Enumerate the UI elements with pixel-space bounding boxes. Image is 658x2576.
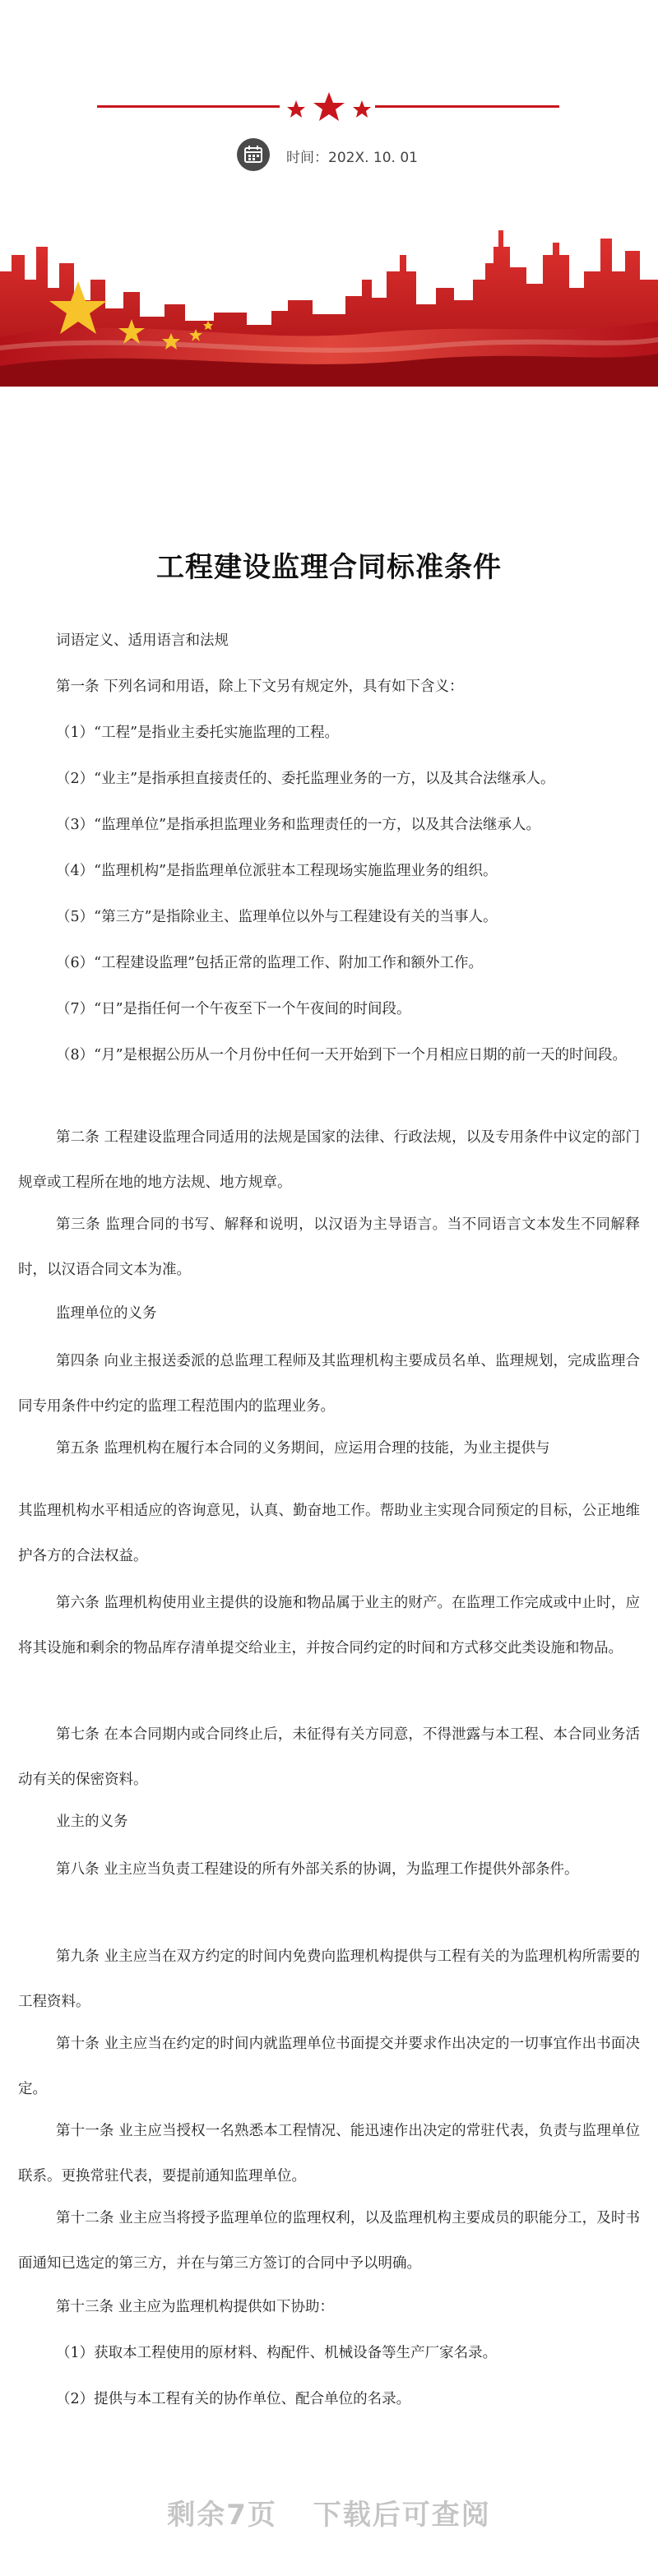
date-text: 时间：202X. 10. 01 [286, 150, 418, 166]
list-item: （1）获取本工程使用的原材料、构配件、机械设备等生产厂家名录。 [56, 2345, 498, 2361]
article-paragraph: 第五条 监理机构在履行本合同的义务期间，应运用合理的技能，为业主提供与 [56, 1440, 550, 1457]
definition-item: （6）“工程建设监理”包括正常的监理工作、附加工作和额外工作。 [56, 955, 484, 971]
section-heading: 词语定义、适用语言和法规 [56, 632, 229, 649]
article-paragraph: 第十三条 业主应为监理机构提供如下协助： [56, 2299, 335, 2315]
article-paragraph: 第九条 业主应当在双方约定的时间内免费向监理机构提供与工程有关的为监理机构所需要的工程资料。 [18, 1948, 640, 2010]
calendar-icon [237, 138, 270, 171]
article-paragraph: 第二条 工程建设监理合同适用的法规是国家的法律、行政法规，以及专用条件中议定的部门规章或工程所在地的地方法规、地方规章。 [18, 1129, 640, 1191]
divider-right [375, 105, 559, 108]
article-paragraph: 第十条 业主应当在约定的时间内就监理单位书面提交并要求作出决定的一切事宜作出书面决定。 [18, 2036, 640, 2097]
section-heading: 监理单位的义务 [56, 1305, 157, 1322]
divider-left [97, 105, 280, 108]
document-title: 工程建设监理合同标准条件 [156, 551, 502, 584]
definition-item: （1）“工程”是指业主委托实施监理的工程。 [56, 725, 340, 741]
star-icon [281, 82, 377, 132]
article-paragraph: 第七条 在本合同期内或合同终止后，未征得有关方同意，不得泄露与本工程、本合同业务活动有关的保密资料。 [18, 1726, 640, 1788]
article-paragraph: 第十二条 业主应当将授予监理单位的监理权利，以及监理机构主要成员的职能分工，及时书面通知已选定的第三方，并在与第三方签订的合同中予以明确。 [18, 2210, 640, 2272]
definition-item: （2）“业主”是指承担直接责任的、委托监理业务的一方，以及其合法继承人。 [56, 771, 555, 787]
definition-item: （7）“日”是指任何一个午夜至下一个午夜间的时间段。 [56, 1001, 411, 1017]
definition-item: （3）“监理单位”是指承担监理业务和监理责任的一方，以及其合法继承人。 [56, 817, 541, 833]
list-item: （2）提供与本工程有关的协作单位、配合单位的名录。 [56, 2391, 411, 2407]
section-heading: 业主的义务 [56, 1814, 128, 1830]
article-paragraph: 第六条 监理机构使用业主提供的设施和物品属于业主的财产。在监理工作完成或中止时，应将其设施和剩余的物品库存清单提交给业主，并按合同约定的时间和方式移交此类设施和物品。 [18, 1595, 640, 1656]
article-paragraph: 第三条 监理合同的书写、解释和说明，以汉语为主导语言。当不同语言文本发生不同解释时，以汉语合同文本为准。 [18, 1216, 640, 1278]
date-row [0, 138, 658, 174]
article-paragraph: 第四条 向业主报送委派的总监理工程师及其监理机构主要成员名单、监理规划，完成监理合同专用条件中约定的监理工程范围内的监理业务。 [18, 1353, 640, 1415]
header-banner [0, 0, 658, 387]
remaining-pages-text[interactable]: 剩余7页 下载后可查阅 [167, 2499, 491, 2532]
article-paragraph: 其监理机构水平相适应的咨询意见，认真、勤奋地工作。帮助业主实现合同预定的目标，公正地维护各方的合法权益。 [18, 1503, 640, 1564]
definition-item: （8）“月”是根据公历从一个月份中任何一天开始到下一个月相应日期的前一天的时间段。 [56, 1047, 628, 1063]
definition-item: （5）“第三方”是指除业主、监理单位以外与工程建设有关的当事人。 [56, 909, 498, 925]
definition-item: （4）“监理机构”是指监理单位派驻本工程现场实施监理业务的组织。 [56, 863, 498, 879]
article-paragraph: 第一条 下列名词和用语，除上下文另有规定外，具有如下含义： [56, 679, 464, 695]
article-paragraph: 第十一条 业主应当授权一名熟悉本工程情况、能迅速作出决定的常驻代表，负责与监理单位联系。更换常驻代表，要提前通知监理单位。 [18, 2123, 640, 2185]
city-skyline-illustration [0, 222, 658, 387]
article-paragraph: 第八条 业主应当负责工程建设的所有外部关系的协调，为监理工作提供外部条件。 [56, 1861, 579, 1878]
